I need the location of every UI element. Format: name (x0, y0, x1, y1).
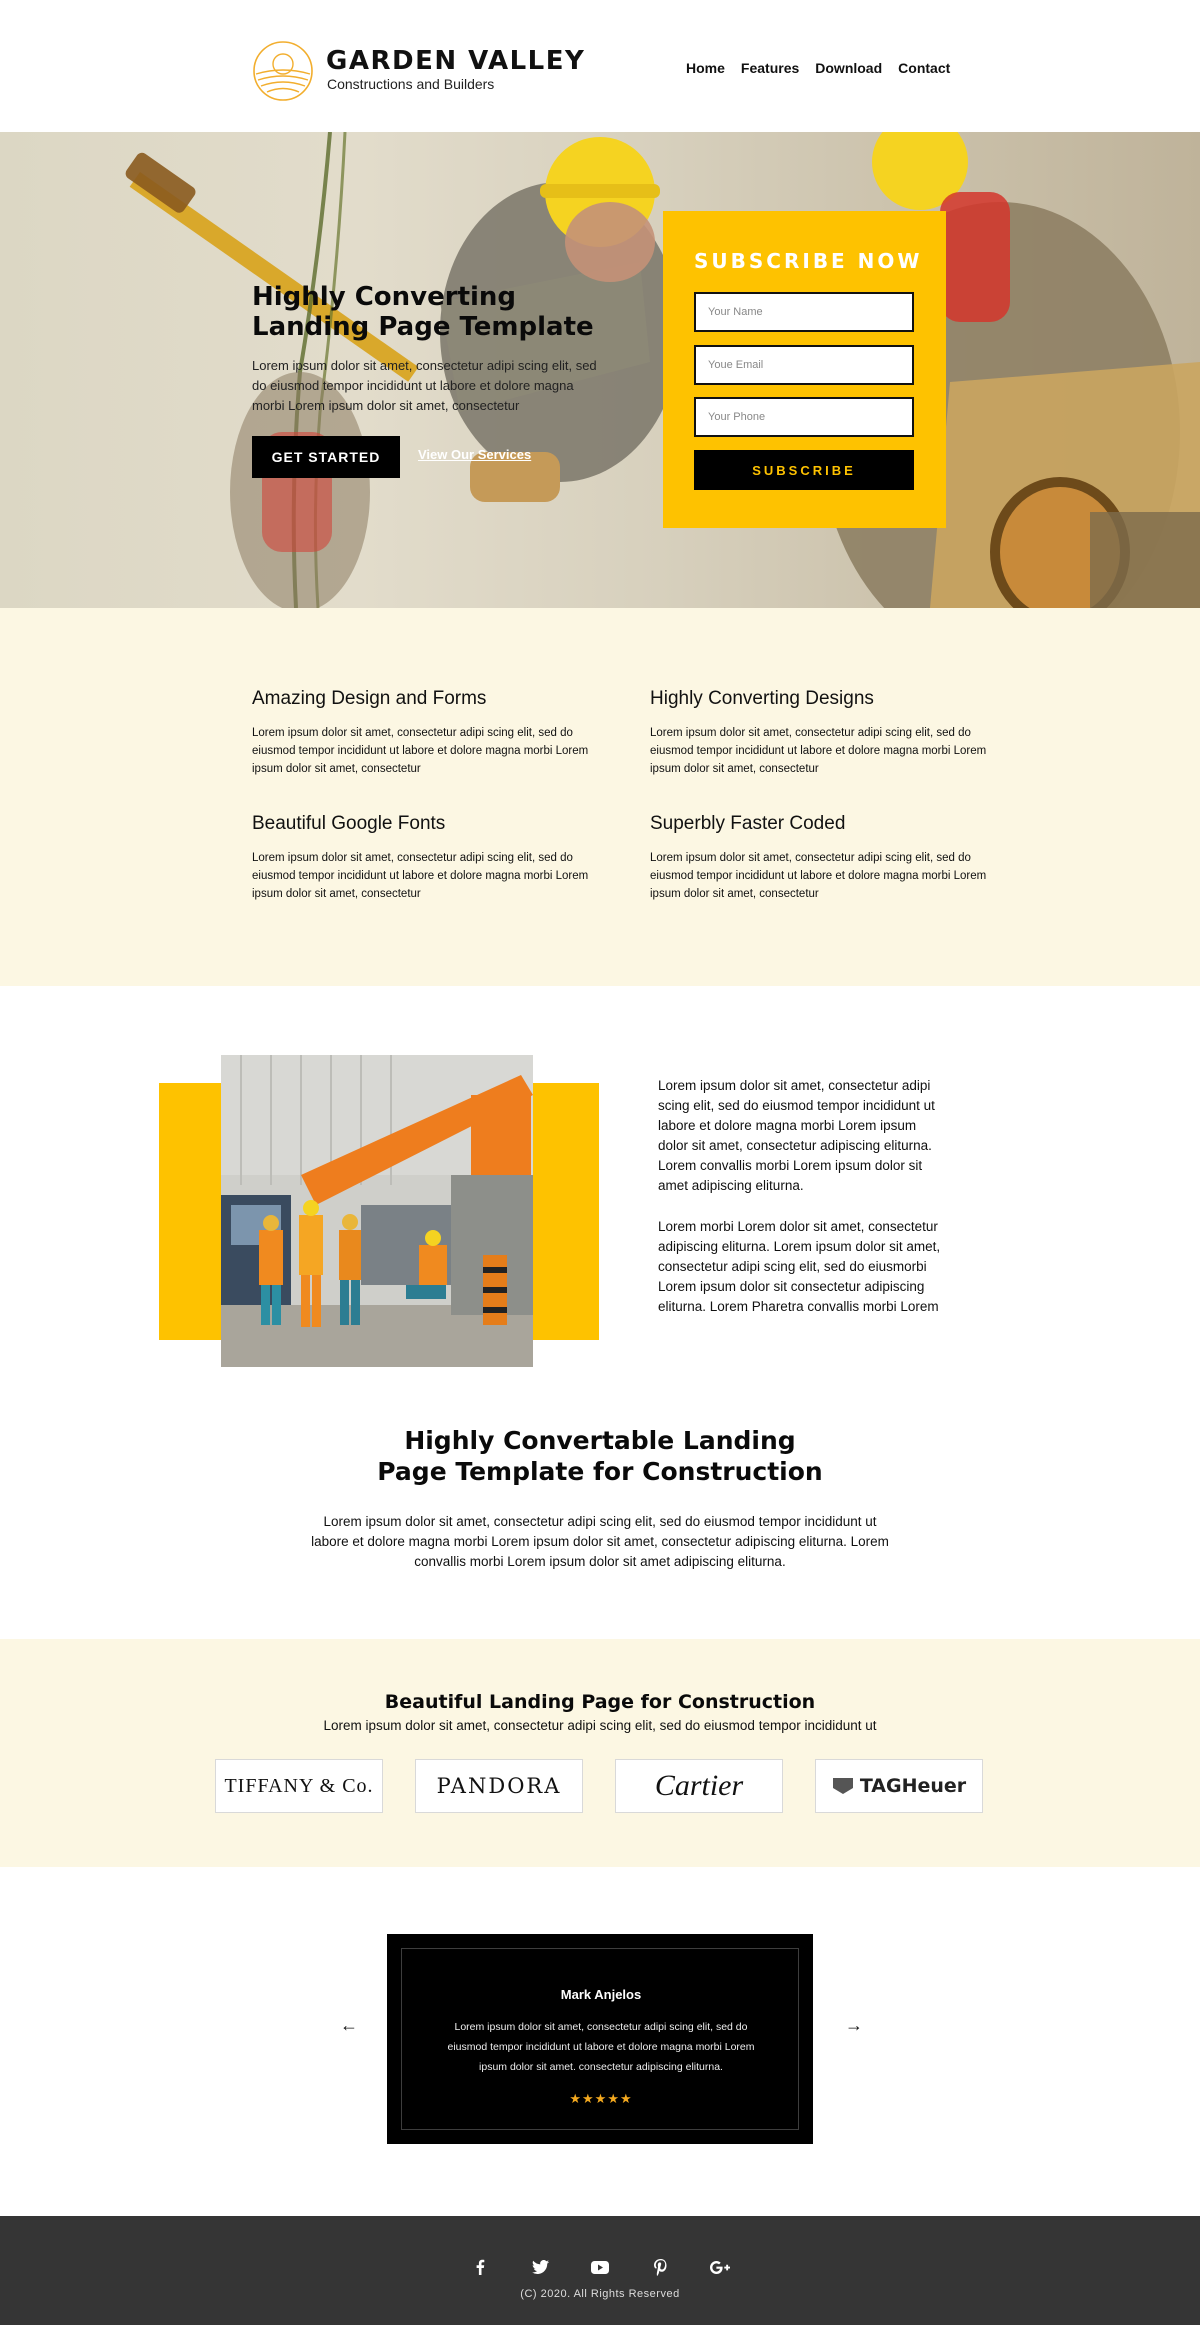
phone-input[interactable]: Your Phone (694, 397, 914, 437)
about-paragraph-2: Lorem morbi Lorem dolor sit amet, consectetur adipiscing eliturna. Lorem ipsum dolor sit amet, consectetur adipi scing elit, sed do eiusmorbi Lorem ipsum dolor sit consectetur adipiscing eliturna. Lorem Pharetra convallis morbi Lorem (658, 1219, 941, 1314)
site-footer (0, 2216, 1200, 2325)
feature-text: Lorem ipsum dolor sit amet, consectetur adipi scing elit, sed do eiusmod tempor incididunt ut labore et dolore magna morbi Lorem ipsum dolor sit amet, consectetur (650, 727, 987, 775)
nav-contact[interactable]: Contact (898, 60, 951, 76)
pinterest-icon[interactable] (649, 2256, 671, 2278)
brand-logo-text: TAGHeuer (859, 1775, 967, 1797)
sun-logo-icon[interactable] (252, 40, 314, 102)
brands-subtitle: Lorem ipsum dolor sit amet, consectetur adipi scing elit, sed do eiusmod tempor incididunt ut (323, 1718, 877, 1733)
site-header (0, 0, 1200, 132)
main-nav (686, 60, 950, 76)
twitter-icon[interactable] (529, 2256, 551, 2278)
brand-logo-cartier[interactable] (615, 1759, 783, 1813)
get-started-button[interactable]: GET STARTED (252, 436, 400, 478)
subscribe-title: SUBSCRIBE NOW (694, 249, 923, 273)
name-input[interactable]: Your Name (694, 292, 914, 332)
brand-logo-tagheuer[interactable] (815, 1759, 983, 1813)
headline-line1: Highly Convertable Landing (404, 1426, 796, 1455)
testimonial-text: Lorem ipsum dolor sit amet, consectetur adipi scing elit, sed do eiusmod tempor incididunt ut labore et dolore magna morbi Lorem ipsum dolor sit amet. consectetur adipiscing eliturna. (447, 2021, 755, 2073)
feature-item (650, 688, 990, 778)
brand-logo-text: Cartier (654, 1769, 744, 1802)
feature-item (252, 813, 592, 903)
nav-home[interactable]: Home (686, 60, 725, 76)
brand-logo-text: PANDORA (436, 1774, 562, 1798)
brand-tagline: Constructions and Builders (327, 76, 495, 92)
brand-logo-tiffany[interactable] (215, 1759, 383, 1813)
brands-section (0, 1639, 1200, 1867)
feature-item (252, 688, 592, 778)
about-paragraph-1: Lorem ipsum dolor sit amet, consectetur adipi scing elit, sed do eiusmod tempor incididunt ut labore et dolore magna morbi Lorem ipsum dolor sit amet, consectetur adipiscing eliturna. Lorem convallis morbi Lorem ipsum dolor sit amet adipiscing eliturna. (658, 1078, 935, 1193)
feature-title: Superbly Faster Coded (650, 813, 846, 834)
feature-title: Amazing Design and Forms (252, 688, 487, 709)
section-headline (300, 1425, 900, 1487)
copyright-text: (C) 2020. All Rights Reserved (520, 2288, 680, 2300)
subscribe-button[interactable]: SUBSCRIBE (694, 450, 914, 490)
headline-description: Lorem ipsum dolor sit amet, consectetur adipi scing elit, sed do eiusmod tempor incididunt ut labore et dolore magna morbi Lorem ipsum dolor sit amet, consectetur adipiscing eliturna. Lorem convallis morbi Lorem ipsum dolor sit amet adipiscing eliturna. (311, 1514, 889, 1569)
arrow-left-icon[interactable]: ← (340, 2015, 358, 2035)
hero-title (252, 282, 672, 342)
google-plus-icon[interactable] (709, 2256, 731, 2278)
headline-line2: Page Template for Construction (377, 1457, 823, 1486)
arrow-right-icon[interactable]: → (845, 2015, 863, 2035)
hero-title-line2: Landing Page Template (252, 312, 594, 342)
tag-shield-icon (832, 1777, 854, 1795)
nav-download[interactable]: Download (815, 60, 883, 76)
brand-logo-text: TIFFANY & Co. (224, 1774, 374, 1797)
email-input[interactable]: Youe Email (694, 345, 914, 385)
feature-text: Lorem ipsum dolor sit amet, consectetur adipi scing elit, sed do eiusmod tempor incididunt ut labore et dolore magna morbi Lorem ipsum dolor sit amet, consectetur (650, 852, 987, 900)
hero-description: Lorem ipsum dolor sit amet, consectetur adipi scing elit, sed do eiusmod tempor incididunt ut labore et dolore magna morbi Lorem ipsum dolor sit amet, consectetur (252, 358, 597, 413)
feature-item (650, 813, 990, 903)
facebook-icon[interactable] (469, 2256, 491, 2278)
testimonial-card (387, 1934, 813, 2144)
view-services-link[interactable]: View Our Services (418, 447, 532, 462)
star-rating-icon: ★★★★★ (569, 2091, 633, 2106)
youtube-icon[interactable] (589, 2256, 611, 2278)
features-section (0, 608, 1200, 986)
testimonial-frame (401, 1948, 799, 2130)
feature-title: Highly Converting Designs (650, 688, 874, 709)
testimonial-name: Mark Anjelos (560, 1987, 642, 2002)
subscribe-form (663, 211, 946, 528)
feature-text: Lorem ipsum dolor sit amet, consectetur adipi scing elit, sed do eiusmod tempor incididunt ut labore et dolore magna morbi Lorem ipsum dolor sit amet, consectetur (252, 727, 589, 775)
construction-crew-image (221, 1055, 533, 1367)
social-links (0, 2256, 1200, 2278)
hero-title-line1: Highly Converting (252, 282, 517, 312)
brand-name[interactable]: GARDEN VALLEY (326, 46, 586, 76)
hero-section (0, 132, 1200, 608)
brands-title: Beautiful Landing Page for Construction (384, 1691, 816, 1713)
brand-logo-pandora[interactable] (415, 1759, 583, 1813)
nav-features[interactable]: Features (740, 60, 800, 76)
workers-site-photo (221, 1055, 533, 1367)
feature-text: Lorem ipsum dolor sit amet, consectetur adipi scing elit, sed do eiusmod tempor incididunt ut labore et dolore magna morbi Lorem ipsum dolor sit amet, consectetur (252, 852, 589, 900)
feature-title: Beautiful Google Fonts (252, 813, 446, 834)
